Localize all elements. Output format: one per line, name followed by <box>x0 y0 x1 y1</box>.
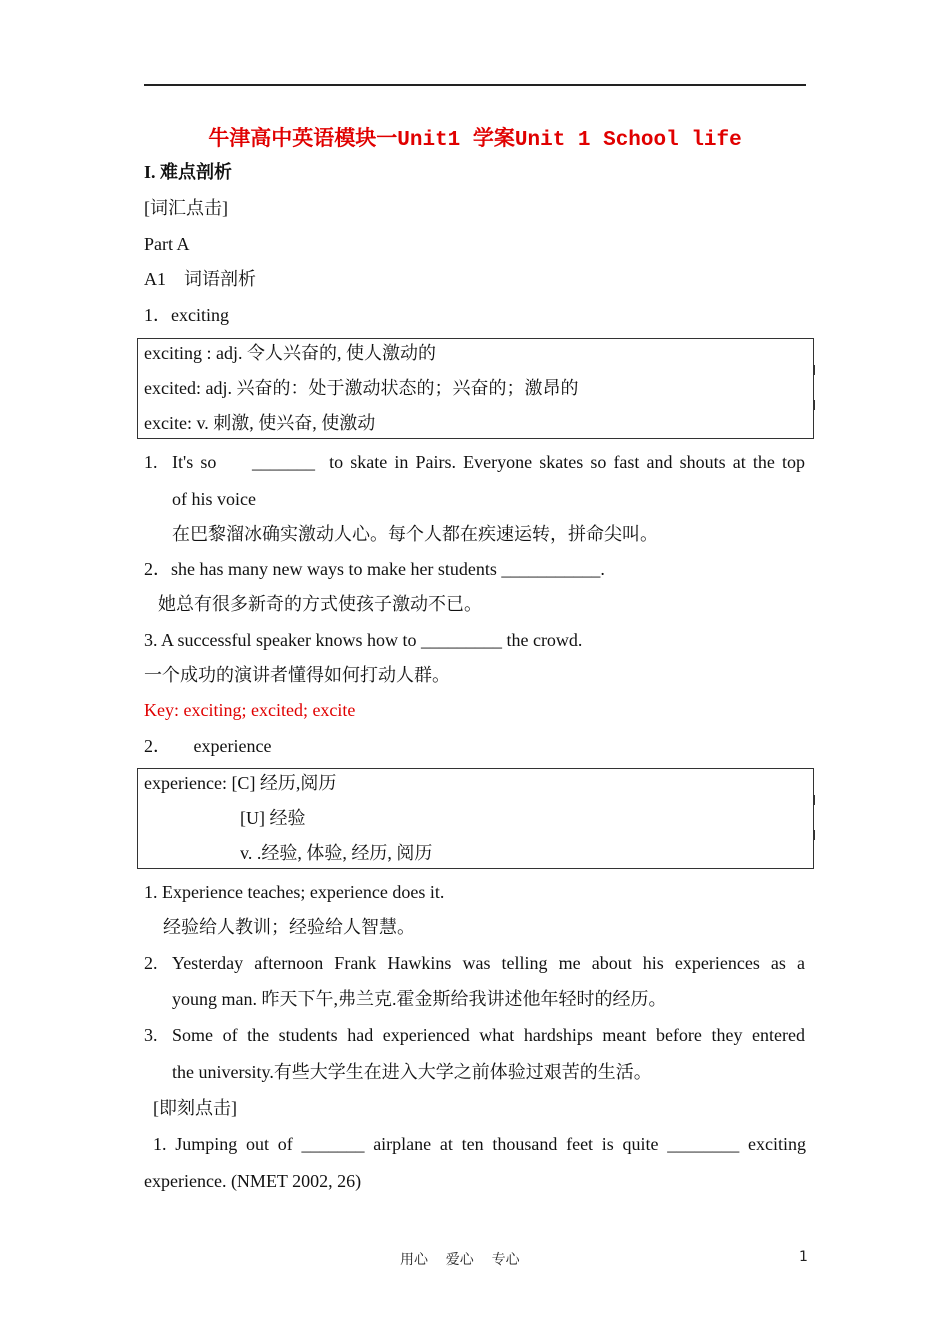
instant-click-label: [即刻点击] <box>153 1098 237 1118</box>
title-cn2: 学案 <box>472 126 515 150</box>
header-rule <box>144 84 806 86</box>
part-label: Part A <box>144 234 190 254</box>
def-exciting: exciting : adj. 令人兴奋的, 使人激动的 <box>144 343 436 363</box>
example-row-2: 2．she has many new ways to make her students ___________. <box>144 559 605 579</box>
a1-label: A1 词语剖析 <box>144 269 256 289</box>
item2-heading: 2． experience <box>144 736 272 756</box>
vocab-click-label: [词汇点击] <box>144 198 228 218</box>
exp-example-2-cont: young man. 昨天下午,弗兰克.霍金斯给我讲述他年轻时的经历。 <box>172 989 667 1009</box>
footer-motto: 用心 爱心 专心 <box>400 1252 520 1268</box>
question-1 <box>153 1132 806 1156</box>
def-excite: excite: v. 刺激, 使兴奋, 使激动 <box>144 413 376 433</box>
definition-box-experience <box>137 768 814 869</box>
example-row-3: 3. A successful speaker knows how to _________ the crowd. <box>144 630 583 650</box>
example-text-cont: of his voice <box>172 489 256 509</box>
example-number: 2. <box>144 953 158 973</box>
def-experience-c: experience: [C] 经历,阅历 <box>144 773 337 793</box>
page-title <box>144 122 806 152</box>
answer-key: Key: exciting; excited; excite <box>144 700 356 720</box>
def-excited: excited: adj. 兴奋的：处于激动状态的；兴奋的；激昂的 <box>144 378 579 398</box>
exp-example-1-translation: 经验给人教训；经验给人智慧。 <box>163 917 415 937</box>
title-en2: Unit 1 School life <box>514 129 742 152</box>
example-translation-2: 她总有很多新奇的方式使孩子激动不已。 <box>158 594 482 614</box>
page-number: 1 <box>799 1249 808 1265</box>
exp-example-3-cont: the university.有些大学生在进入大学之前体验过艰苦的生活。 <box>172 1062 652 1082</box>
example-row <box>144 450 805 474</box>
exp-example-3 <box>144 1023 805 1047</box>
exp-example-2 <box>144 951 805 975</box>
section-heading: I. 难点剖析 <box>144 162 233 182</box>
example-number: 1. <box>144 452 158 472</box>
example-translation: 在巴黎溜冰确实激动人心。每个人都在疾速运转，拼命尖叫。 <box>172 524 658 544</box>
item1-heading: 1．exciting <box>144 305 229 325</box>
def-experience-u: [U] 经验 <box>240 808 306 828</box>
def-experience-v: v. .经验, 体验, 经历, 阅历 <box>240 843 433 863</box>
example-translation-3: 一个成功的演讲者懂得如何打动人群。 <box>144 665 450 685</box>
example-text: Some of the students had experienced what hardships meant before they entered <box>172 1025 805 1045</box>
title-en: Unit1 <box>397 129 473 152</box>
definition-box-exciting <box>137 338 814 439</box>
example-text: It's so _______ to skate in Pairs. Everyone skates so fast and shouts at the top <box>172 452 805 472</box>
example-number: 3. <box>144 1025 158 1045</box>
question-text: 1. Jumping out of _______ airplane at ten thousand feet is quite ________ exciting <box>153 1134 806 1154</box>
exp-example-1: 1. Experience teaches; experience does it. <box>144 882 445 902</box>
example-text: Yesterday afternoon Frank Hawkins was telling me about his experiences as a <box>172 953 805 973</box>
title-cn: 牛津高中英语模块一 <box>208 126 398 150</box>
question-1-cont: experience. (NMET 2002, 26) <box>144 1171 362 1191</box>
